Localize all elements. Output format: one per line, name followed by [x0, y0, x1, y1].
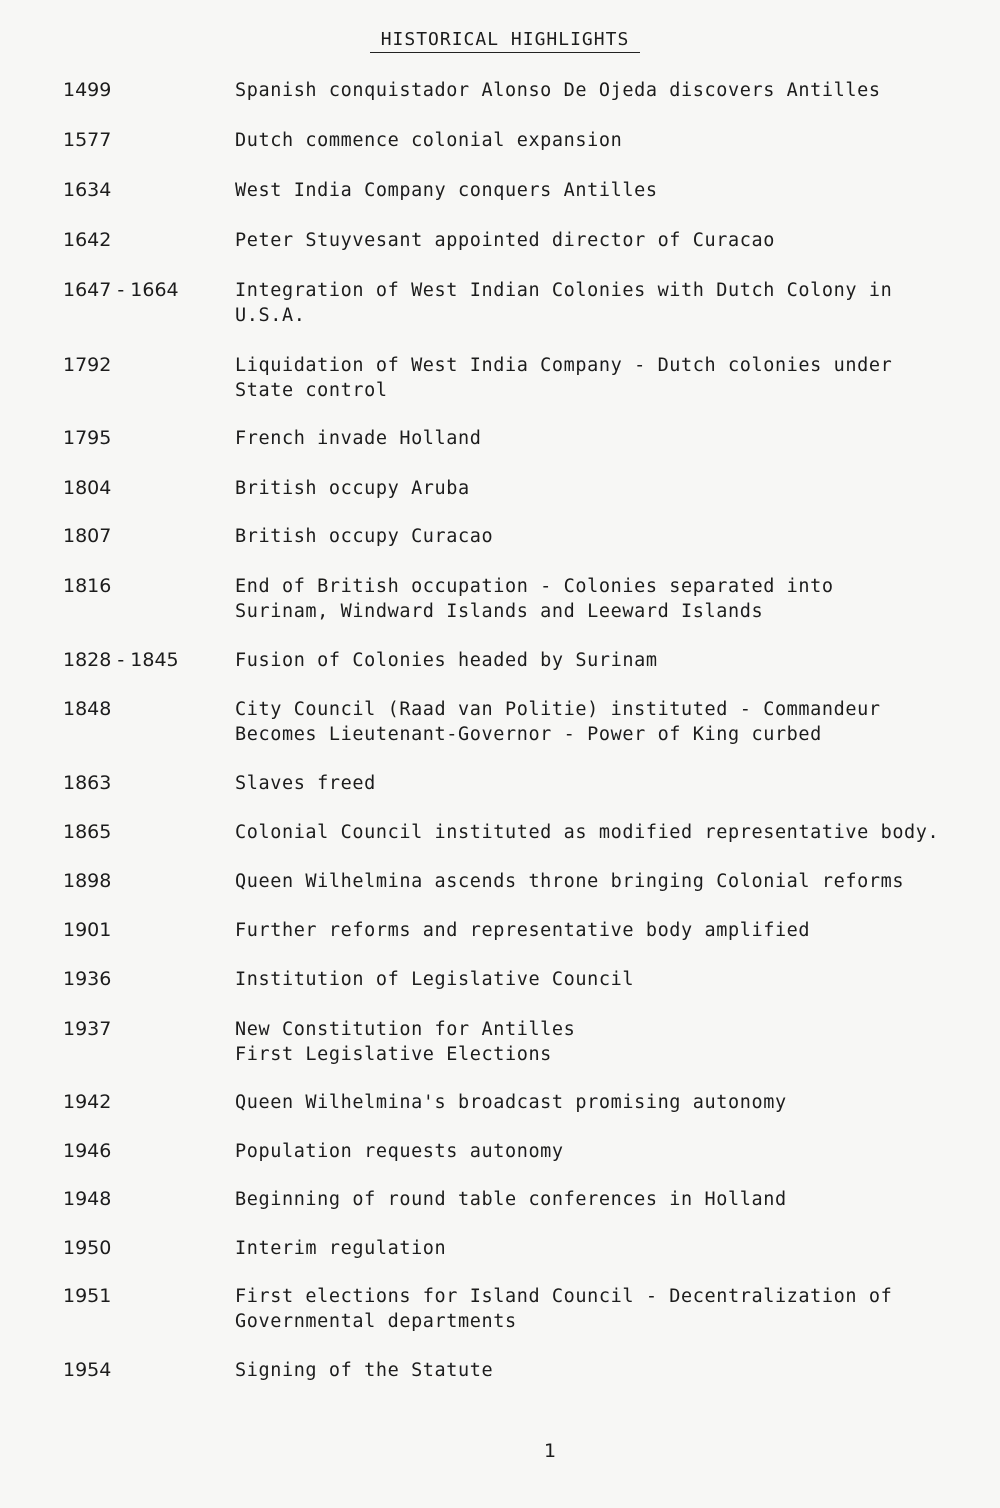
- entry-event: End of British occupation - Colonies separated into Surinam, Windward Islands and Leeward Islands: [235, 576, 834, 622]
- entry-year: 1942: [63, 1091, 112, 1113]
- entry-event: West India Company conquers Antilles: [235, 180, 658, 201]
- entry-event: Spanish conquistador Alonso De Ojeda discovers Antilles: [235, 80, 881, 101]
- entry-event: Slaves freed: [235, 773, 376, 794]
- entry-event: City Council (Raad van Politie) instituted - Commandeur Becomes Lieutenant-Governor - Power of King curbed: [235, 699, 881, 745]
- page-title: HISTORICAL HIGHLIGHTS: [370, 30, 640, 53]
- entry-year: 1647 - 1664: [63, 279, 179, 301]
- entry-event: Integration of West Indian Colonies with Dutch Colony in U.S.A.: [235, 280, 893, 326]
- entry-event: Peter Stuyvesant appointed director of Curacao: [235, 230, 775, 251]
- entry-event: French invade Holland: [235, 428, 482, 449]
- entry-year: 1937: [63, 1018, 112, 1040]
- entry-year: 1795: [63, 427, 112, 449]
- entry-year: 1951: [63, 1285, 112, 1307]
- entry-event: Queen Wilhelmina's broadcast promising autonomy: [235, 1092, 787, 1113]
- entry-event: Queen Wilhelmina ascends throne bringing Colonial reforms: [235, 871, 905, 892]
- entry-event: British occupy Curacao: [235, 526, 494, 547]
- entry-year: 1954: [63, 1359, 112, 1381]
- entry-year: 1634: [63, 179, 112, 201]
- entry-year: 1804: [63, 477, 112, 499]
- entry-year: 1807: [63, 525, 112, 547]
- entry-event: Beginning of round table conferences in Holland: [235, 1189, 787, 1210]
- entry-event: Interim regulation: [235, 1238, 447, 1259]
- entry-event: New Constitution for Antilles First Legislative Elections: [235, 1019, 576, 1065]
- entry-year: 1901: [63, 919, 112, 941]
- entry-event: Signing of the Statute: [235, 1360, 494, 1381]
- entry-event: Colonial Council instituted as modified representative body.: [235, 822, 940, 843]
- entry-year: 1863: [63, 772, 112, 794]
- entry-year: 1792: [63, 354, 112, 376]
- entry-year: 1950: [63, 1237, 112, 1259]
- entry-event: Fusion of Colonies headed by Surinam: [235, 650, 658, 671]
- entry-event: First elections for Island Council - Decentralization of Governmental departments: [235, 1286, 893, 1332]
- entry-year: 1848: [63, 698, 112, 720]
- entry-event: Liquidation of West India Company - Dutch colonies under State control: [235, 355, 893, 401]
- entry-event: Further reforms and representative body amplified: [235, 920, 811, 941]
- page-number: 1: [543, 1440, 557, 1462]
- entry-event: Institution of Legislative Council: [235, 969, 635, 990]
- entry-event: Dutch commence colonial expansion: [235, 130, 623, 151]
- entry-year: 1936: [63, 968, 112, 990]
- entry-year: 1898: [63, 870, 112, 892]
- entry-year: 1816: [63, 575, 112, 597]
- entry-event: Population requests autonomy: [235, 1141, 564, 1162]
- entry-event: British occupy Aruba: [235, 478, 470, 499]
- entry-year: 1828 - 1845: [63, 649, 179, 671]
- entry-year: 1499: [63, 79, 112, 101]
- entry-year: 1946: [63, 1140, 112, 1162]
- entry-year: 1865: [63, 821, 112, 843]
- entry-year: 1642: [63, 229, 112, 251]
- entry-year: 1577: [63, 129, 112, 151]
- entry-year: 1948: [63, 1188, 112, 1210]
